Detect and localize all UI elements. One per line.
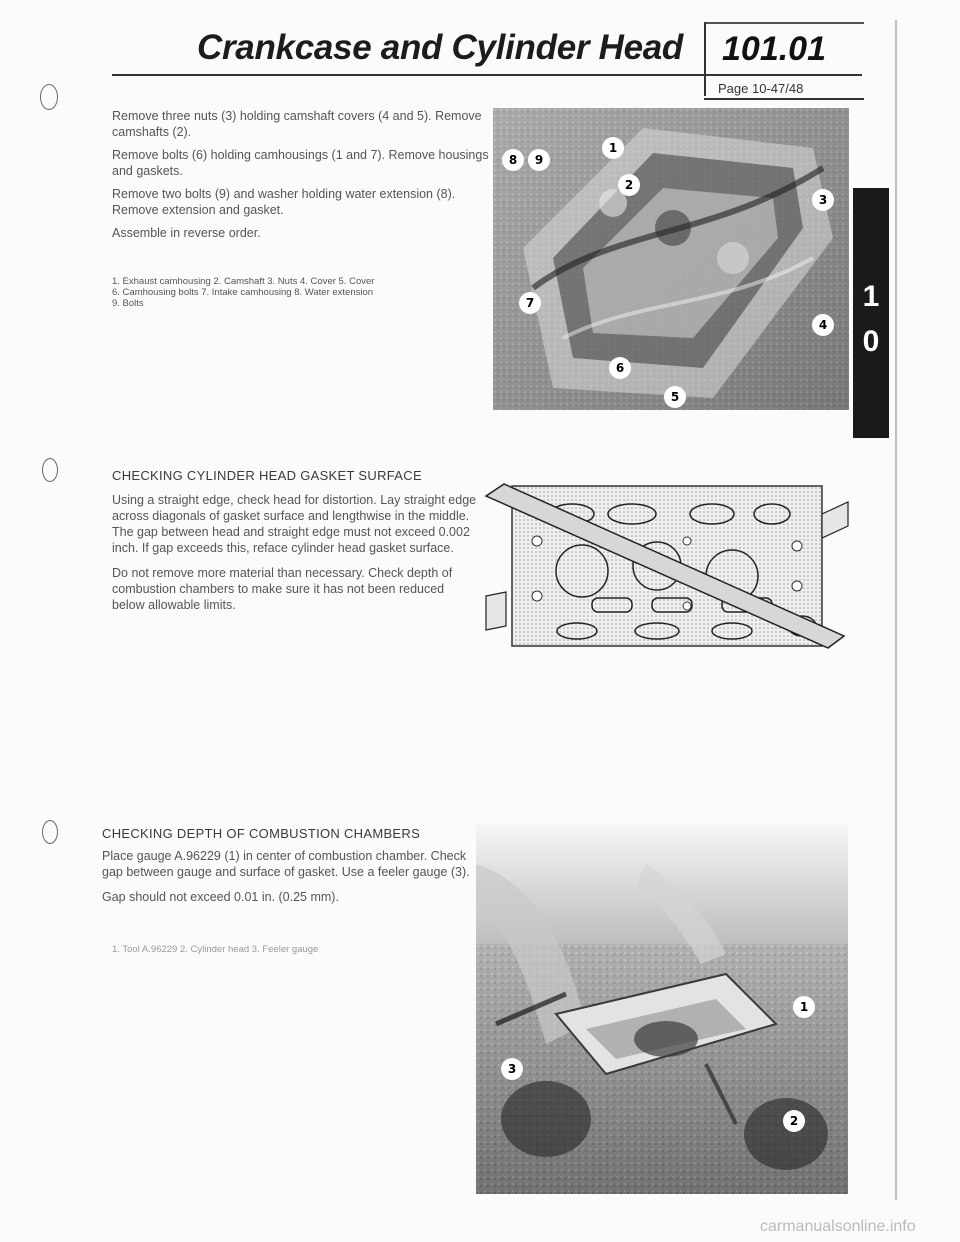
callout-3: 3 — [507, 1062, 517, 1076]
callout-5: 5 — [670, 390, 680, 404]
callout-4: 4 — [818, 318, 828, 332]
callout-7: 7 — [525, 296, 535, 310]
gasket-surface-drawing — [482, 466, 854, 662]
section1-paragraph: Remove three nuts (3) holding camshaft covers (4 and 5). Remove camshafts (2). — [112, 109, 482, 139]
binding-edge-line — [895, 20, 897, 1200]
callout-2: 2 — [789, 1114, 799, 1128]
section2-text — [112, 492, 480, 613]
section3-paragraph: Gap should not exceed 0.01 in. (0.25 mm). — [102, 890, 339, 904]
section3-legend: 1. Tool A.96229 2. Cylinder head 3. Feeler gauge — [112, 944, 319, 955]
section2-paragraph: Do not remove more material than necessary. Check depth of combustion chambers to make sure it has not been reduced below allowable limits. — [112, 566, 453, 612]
section-code: 101.01 — [722, 30, 826, 68]
page-title: Crankcase and Cylinder Head — [197, 28, 683, 67]
legend-line: 9. Bolts — [112, 298, 144, 309]
section3-heading: CHECKING DEPTH OF COMBUSTION CHAMBERS — [102, 826, 421, 841]
header-rule — [112, 74, 862, 76]
section2-heading: CHECKING CYLINDER HEAD GASKET SURFACE — [112, 468, 422, 483]
page-reference: Page 10-47/48 — [718, 81, 804, 96]
header-box-top-rule — [704, 22, 864, 24]
page-ref-rule — [704, 98, 864, 100]
section1-paragraph: Assemble in reverse order. — [112, 226, 261, 240]
callout-8: 8 — [508, 153, 518, 167]
callout-9: 9 — [534, 153, 544, 167]
section1-paragraph: Remove two bolts (9) and washer holding water extension (8). Remove extension and gasket. — [112, 187, 456, 217]
callout-2: 2 — [624, 178, 634, 192]
binder-hole-bottom — [42, 820, 58, 844]
legend-line: 6. Camhousing bolts 7. Intake camhousing 8. Water extension — [112, 287, 374, 298]
section3-text — [102, 848, 482, 905]
watermark: carmanualsonline.info — [760, 1218, 916, 1235]
section-tab-digit: 0 — [862, 325, 880, 358]
binder-hole-top — [40, 84, 58, 110]
legend-line: 1. Exhaust camhousing 2. Camshaft 3. Nuts 4. Cover 5. Cover — [112, 276, 375, 287]
camhousing-photo — [493, 108, 849, 410]
section2-paragraph: Using a straight edge, check head for distortion. Lay straight edge across diagonals of gasket surface and lengthwise in the middle. The gap between head and straight edge must not exceed 0.002 inch. If gap exceeds this, reface cylinder head gasket surface. — [112, 493, 477, 555]
section1-legend — [112, 276, 492, 309]
section-tab-digit: 1 — [862, 280, 880, 313]
section3-paragraph: Place gauge A.96229 (1) in center of combustion chamber. Check gap between gauge and surface of gasket. Use a feeler gauge (3). — [102, 849, 470, 879]
binder-hole-middle — [42, 458, 58, 482]
section1-paragraph: Remove bolts (6) holding camhousings (1 and 7). Remove housings and gaskets. — [112, 148, 489, 178]
callout-1: 1 — [608, 141, 618, 155]
section1-text — [112, 108, 492, 241]
callout-6: 6 — [615, 361, 625, 375]
header-box-divider — [704, 22, 706, 96]
combustion-chamber-photo — [476, 824, 848, 1194]
callout-1: 1 — [799, 1000, 809, 1014]
callout-3: 3 — [818, 193, 828, 207]
